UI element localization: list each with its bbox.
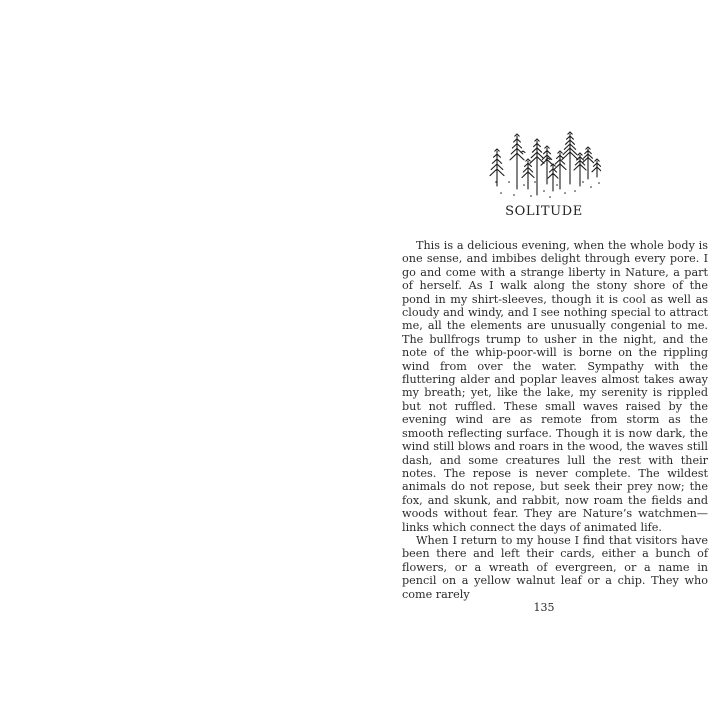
paragraph-2: When I return to my house I find that visitors have been there and left their cards, either a bunch of flowers, or a wreath of evergreen, or a name in pencil on a yellow walnut leaf or a chip. They who come rarely xyxy=(402,533,708,601)
pine-forest-svg xyxy=(487,125,601,199)
paragraph-1: This is a delicious evening, when the whole body is one sense, and imbibes delight through every pore. I go and come with a strange liberty in Nature, a part of herself. As I walk along the stony shore of the pond in my shirt-sleeves, though it is cool as well as cloudy and windy, and I see nothing special to attract me, all the elements are unusually congenial to me. The bullfrogs trump to usher in the night, and the note of the whip-poor-will is borne on the rippling wind from over the water. Sympathy with the fluttering alder and poplar leaves almost takes away my breath; yet, like the lake, my serenity is rippled but not ruffled. These small waves raised by the evening wind are as remote from storm as the smooth reflecting surface. Though it is now dark, the wind still blows and roars in the wood, the waves still dash, and some creatures lull the rest with their notes. The repose is never complete. The wildest animals do not repose, but seek their prey now; the fox, and skunk, and rabbit, now roam the fields and woods without fear. They are Nature’s watchmen—links which connect the days of animated life. xyxy=(402,239,708,534)
body-text xyxy=(402,239,708,601)
page-number: 135 xyxy=(533,601,555,614)
chapter-title: SOLITUDE xyxy=(505,204,583,219)
pine-forest-illustration xyxy=(391,125,697,201)
